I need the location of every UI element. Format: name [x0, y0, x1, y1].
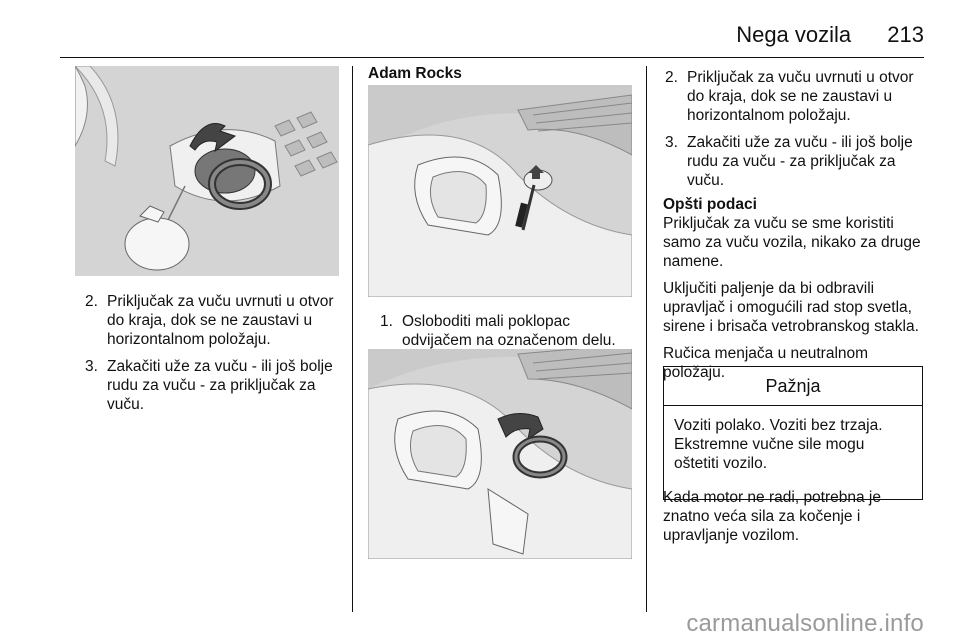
list-item: [665, 68, 927, 125]
paragraph: Kada motor ne radi, potrebna je znatno veća sila za kočenje i upravljanje vozilom.: [663, 489, 881, 544]
step-text: Zakačiti uže za vuču - ili još bolje rudu za vuču - za priključak za vuču.: [107, 358, 333, 413]
list-item: [85, 357, 347, 414]
step-number: 3.: [85, 358, 98, 375]
step-number: 2.: [85, 293, 98, 310]
header-rule: [60, 57, 924, 58]
watermark: carmanualsonline.info: [686, 610, 924, 637]
list-item: [665, 133, 927, 190]
step-text: Priključak za vuču uvrnuti u otvor do kraja, dok se ne zaustavi u horizontalnom položaju.: [687, 69, 914, 124]
step-text: Zakačiti uže za vuču - ili još bolje rudu za vuču - za priključak za vuču.: [687, 134, 913, 189]
tow-steps-list: [85, 292, 347, 422]
tow-eye-adam-rocks-illustration: [368, 349, 632, 559]
step-number: 1.: [380, 313, 393, 330]
column-divider: [352, 66, 353, 612]
list-item: [85, 292, 347, 349]
paragraph: Priključak za vuču se sme koristiti samo za vuču vozila, nikako za druge namene.: [663, 215, 921, 270]
step-number: 3.: [665, 134, 678, 151]
cover-removal-illustration: [368, 85, 632, 297]
general-info-heading: Opšti podaci: [663, 196, 757, 213]
step-number: 2.: [665, 69, 678, 86]
caution-body: Voziti polako. Voziti bez trzaja. Ekstremne vučne sile mogu oštetiti vozilo.: [674, 417, 883, 472]
caution-notice-box: [663, 366, 923, 500]
column-divider: [646, 66, 647, 612]
paragraph: Ručica menjača u neutralnom položaju.: [663, 345, 869, 381]
tow-steps-list-col3: [665, 68, 927, 198]
chapter-title: Nega vozila: [736, 22, 852, 47]
page-header: [736, 22, 924, 48]
tow-eye-installed-illustration: [75, 66, 339, 276]
page-number: 213: [887, 22, 924, 47]
step-text: Priključak za vuču uvrnuti u otvor do kraja, dok se ne zaustavi u horizontalnom položaju.: [107, 293, 334, 348]
closing-paragraph: [663, 488, 925, 553]
step-text: Osloboditi mali poklopac odvijačem na označenom delu.: [402, 313, 616, 349]
list-item: [380, 312, 640, 350]
section-title: Adam Rocks: [368, 65, 462, 82]
caution-title: Pažnja: [664, 367, 922, 406]
general-info-block: [663, 195, 929, 390]
paragraph: Uključiti paljenje da bi odbravili upravljač i omogućili rad stop svetla, sirene i brisača vetrobranskog stakla.: [663, 280, 919, 335]
